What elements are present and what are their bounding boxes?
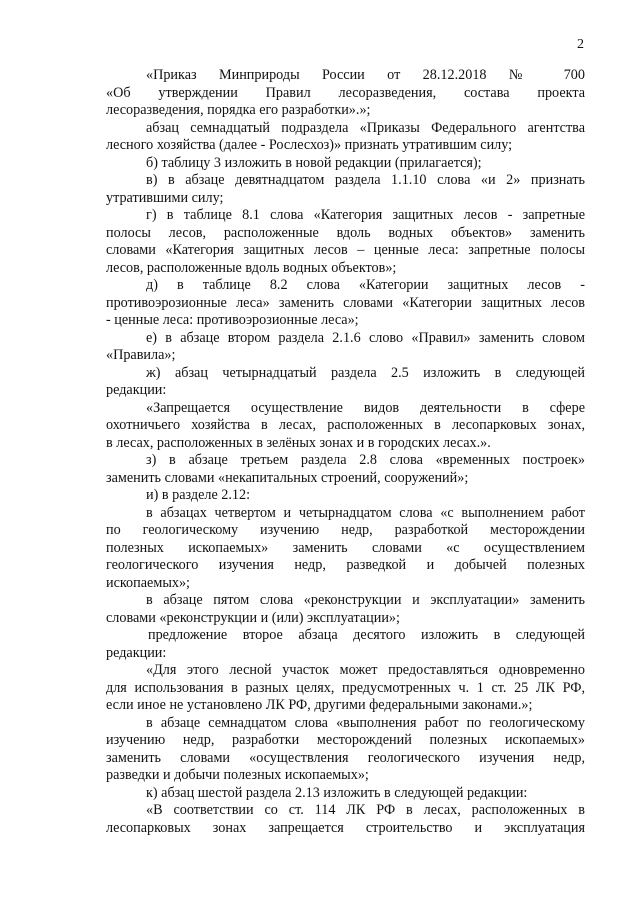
text-line: ископаемых»; bbox=[106, 574, 190, 591]
text-line: «Об утверждении Правил лесоразведения, состава проекта bbox=[106, 84, 585, 101]
text-line: разведки и добычи полезных ископаемых»; bbox=[106, 767, 369, 783]
document-body bbox=[106, 67, 585, 837]
text-line: словами «реконструкции и (или) эксплуатации»; bbox=[106, 609, 400, 626]
text-line: редакции: bbox=[106, 382, 167, 398]
text-line: редакции: bbox=[106, 644, 167, 661]
text-line: геологического изучения недр, разведкой и добычей полезных bbox=[106, 557, 585, 573]
text-line: в абзацах четвертом и четырнадцатом слова «с выполнением работ bbox=[146, 504, 585, 521]
text-line: е) в абзаце втором раздела 2.1.6 слово «Правил» заменить словом bbox=[146, 329, 585, 346]
text-line: д) в таблице 8.2 слова «Категории защитных лесов - bbox=[146, 277, 585, 293]
text-line: з) в абзаце третьем раздела 2.8 слова «временных построек» bbox=[146, 452, 585, 468]
text-line: «В соответствии со ст. 114 ЛК РФ в лесах, расположенных в bbox=[146, 802, 585, 818]
text-line: заменить словами «осуществления геологического изучения недр, bbox=[106, 749, 585, 766]
text-line: предложение второе абзаца десятого изложить в следующей bbox=[148, 627, 585, 643]
text-line: в лесах, расположенных в зелёных зонах и в городских лесах.». bbox=[106, 434, 491, 451]
text-line: абзац семнадцатый подраздела «Приказы Федерального агентства bbox=[146, 119, 585, 136]
text-line: - ценные леса: противоэрозионные леса»; bbox=[106, 312, 359, 328]
text-line: «Для этого лесной участок может предоставляться одновременно bbox=[146, 662, 585, 678]
text-line: лесопарковых зонах запрещается строительство и эксплуатация bbox=[106, 819, 585, 836]
text-line: лесов, расположенные вдоль водных объектов»; bbox=[106, 259, 397, 276]
text-line: утратившими силу; bbox=[106, 189, 224, 206]
text-line: в абзаце семнадцатом слова «выполнения работ по геологическому bbox=[146, 714, 585, 731]
text-line: для использования в разных целях, предусмотренных ч. 1 ст. 25 ЛК РФ, bbox=[106, 679, 585, 696]
text-line: если иное не установлено ЛК РФ, другими федеральными законами.»; bbox=[106, 697, 533, 713]
text-line: изучению недр, разработки месторождений полезных ископаемых» bbox=[106, 732, 585, 748]
text-line: «Приказ Минприроды России от 28.12.2018 № 700 bbox=[146, 67, 585, 83]
text-line: в абзаце пятом слова «реконструкции и эксплуатации» заменить bbox=[146, 592, 585, 608]
text-line: охотничьего хозяйства в лесах, расположенных в лесопарковых зонах, bbox=[106, 417, 585, 433]
text-line: г) в таблице 8.1 слова «Категория защитных лесов - запретные bbox=[146, 207, 585, 223]
text-line: в) в абзаце девятнадцатом раздела 1.1.10 слова «и 2» признать bbox=[146, 172, 585, 188]
text-line: к) абзац шестой раздела 2.13 изложить в следующей редакции: bbox=[146, 784, 528, 801]
text-line: словами «Категория защитных лесов – ценные леса: запретные полосы bbox=[106, 242, 585, 258]
text-line: противоэрозионные леса» заменить словами «Категории защитных лесов bbox=[106, 294, 585, 311]
text-line: и) в разделе 2.12: bbox=[146, 487, 251, 503]
text-line: полезных ископаемых» заменить словами «с осуществлением bbox=[106, 539, 585, 556]
text-line: по геологическому изучению недр, разработкой месторождении bbox=[106, 522, 585, 538]
text-line: лесоразведения, порядка его разработки».»; bbox=[106, 102, 371, 118]
text-line: полосы лесов, расположенные вдоль водных объектов» заменить bbox=[106, 224, 585, 241]
text-line: «Правила»; bbox=[106, 347, 176, 363]
page-number: 2 bbox=[577, 37, 584, 52]
text-line: б) таблицу 3 изложить в новой редакции (прилагается); bbox=[146, 154, 482, 171]
text-line: «Запрещается осуществление видов деятельности в сфере bbox=[146, 399, 585, 416]
text-line: заменить словами «некапитальных строений, сооружений»; bbox=[106, 469, 469, 486]
text-line: лесного хозяйства (далее - Рослесхоз)» признать утратившим силу; bbox=[106, 137, 513, 153]
text-line: ж) абзац четырнадцатый раздела 2.5 изложить в следующей bbox=[146, 364, 585, 381]
